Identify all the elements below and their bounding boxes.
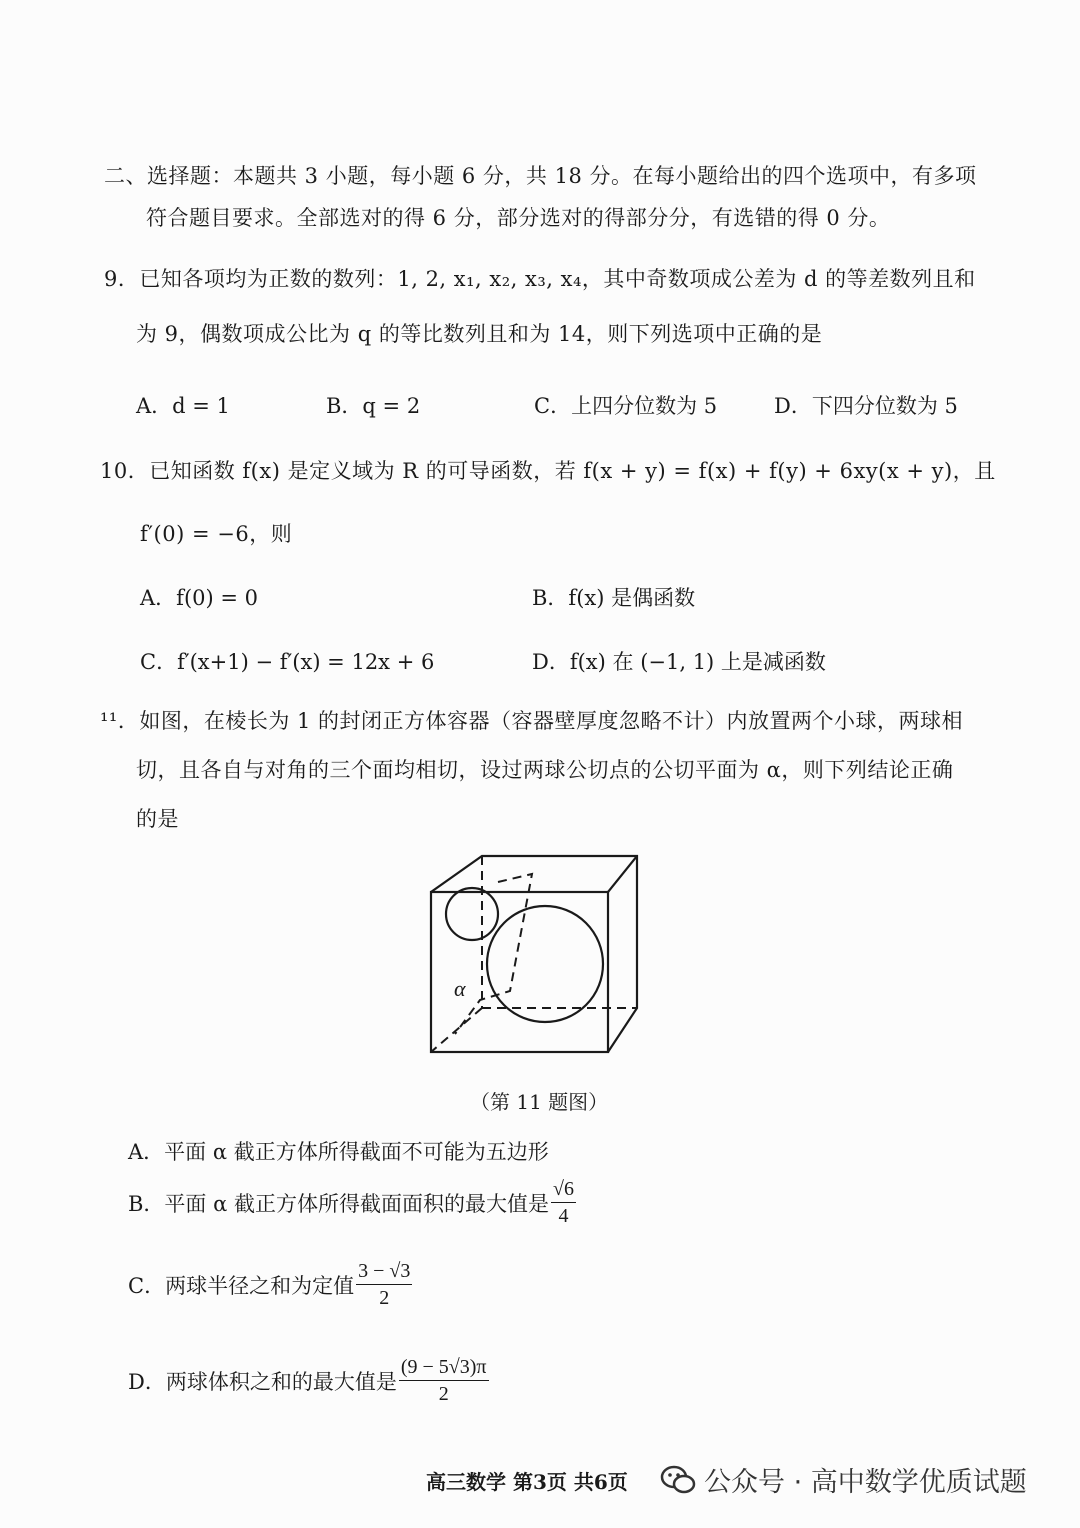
q11-option-a: A．平面 α 截正方体所得截面不可能为五边形 <box>128 1140 549 1164</box>
q11-option-d-fraction <box>399 1356 489 1406</box>
q11-option-b-fraction <box>551 1178 576 1228</box>
q11-option-b <box>128 1178 576 1228</box>
q11-option-d-denominator: 2 <box>438 1383 449 1405</box>
q10-stem-line2: f′(0) = −6，则 <box>140 522 293 546</box>
q10-stem-line1: 10．已知函数 f(x) 是定义域为 R 的可导函数，若 f(x + y) = f(x) + f(y) + 6xy(x + y)，且 <box>100 459 996 483</box>
q11-option-b-denominator: 4 <box>558 1205 569 1227</box>
q11-option-b-text: B．平面 α 截正方体所得截面面积的最大值是 <box>128 1192 549 1216</box>
page-footer: 高三数学 第3页 共6页 <box>426 1470 628 1494</box>
q11-option-c-denominator: 2 <box>379 1287 390 1309</box>
q11-stem-line3: 的是 <box>136 807 179 831</box>
q10-option-d: D．f(x) 在 (−1, 1) 上是减函数 <box>532 650 826 674</box>
q9-stem-line2: 为 9，偶数项成公比为 q 的等比数列且和为 14，则下列选项中正确的是 <box>136 322 823 346</box>
watermark <box>660 1460 1027 1499</box>
hidden-edge-diagonal <box>431 1008 482 1052</box>
q9-option-b: B．q = 2 <box>326 394 421 418</box>
section-header-line2: 符合题目要求。全部选对的得 6 分，部分选对的得部分分，有选错的得 0 分。 <box>146 206 891 230</box>
section-header-line1: 二、选择题：本题共 3 小题，每小题 6 分，共 18 分。在每小题给出的四个选项中，有多项 <box>104 164 977 188</box>
q9-option-d: D．下四分位数为 5 <box>774 394 958 418</box>
small-sphere <box>446 888 498 940</box>
cube-top-right-edge <box>608 856 637 892</box>
figure-caption: （第 11 题图） <box>470 1090 609 1114</box>
cube-figure <box>420 848 650 1060</box>
q9-option-a: A．d = 1 <box>136 394 230 418</box>
q9-stem-line1: 9．已知各项均为正数的数列：1, 2, x₁, x₂, x₃, x₄，其中奇数项成公差为 d 的等差数列且和 <box>104 267 976 291</box>
q10-option-c: C．f′(x+1) − f′(x) = 12x + 6 <box>140 650 435 674</box>
q11-stem-line1: ¹¹．如图，在棱长为 1 的封闭正方体容器（容器壁厚度忽略不计）内放置两个小球，两球相 <box>100 709 964 733</box>
plane-alpha-label: α <box>454 976 466 1001</box>
q10-option-b: B．f(x) 是偶函数 <box>532 586 696 610</box>
cube-back-edges <box>431 856 637 1052</box>
q9-option-c: C．上四分位数为 5 <box>534 394 718 418</box>
q11-option-c-fraction <box>356 1260 412 1310</box>
q11-stem-line2: 切，且各自与对角的三个面均相切，设过两球公切点的公切平面为 α，则下列结论正确 <box>136 758 954 782</box>
large-sphere <box>487 906 603 1022</box>
q11-option-b-numerator: √6 <box>551 1178 576 1203</box>
q11-option-d-text: D．两球体积之和的最大值是 <box>128 1370 397 1394</box>
q11-option-c-text: C．两球半径之和为定值 <box>128 1274 355 1298</box>
q11-option-c <box>128 1260 412 1310</box>
q11-option-c-numerator: 3 − √3 <box>356 1260 412 1285</box>
q10-option-a: A．f(0) = 0 <box>140 586 258 610</box>
q11-option-d <box>128 1356 489 1406</box>
q11-option-d-numerator: (9 − 5√3)π <box>399 1356 489 1381</box>
watermark-text: 公众号 · 高中数学优质试题 <box>704 1467 1027 1498</box>
wechat-icon <box>660 1465 696 1495</box>
